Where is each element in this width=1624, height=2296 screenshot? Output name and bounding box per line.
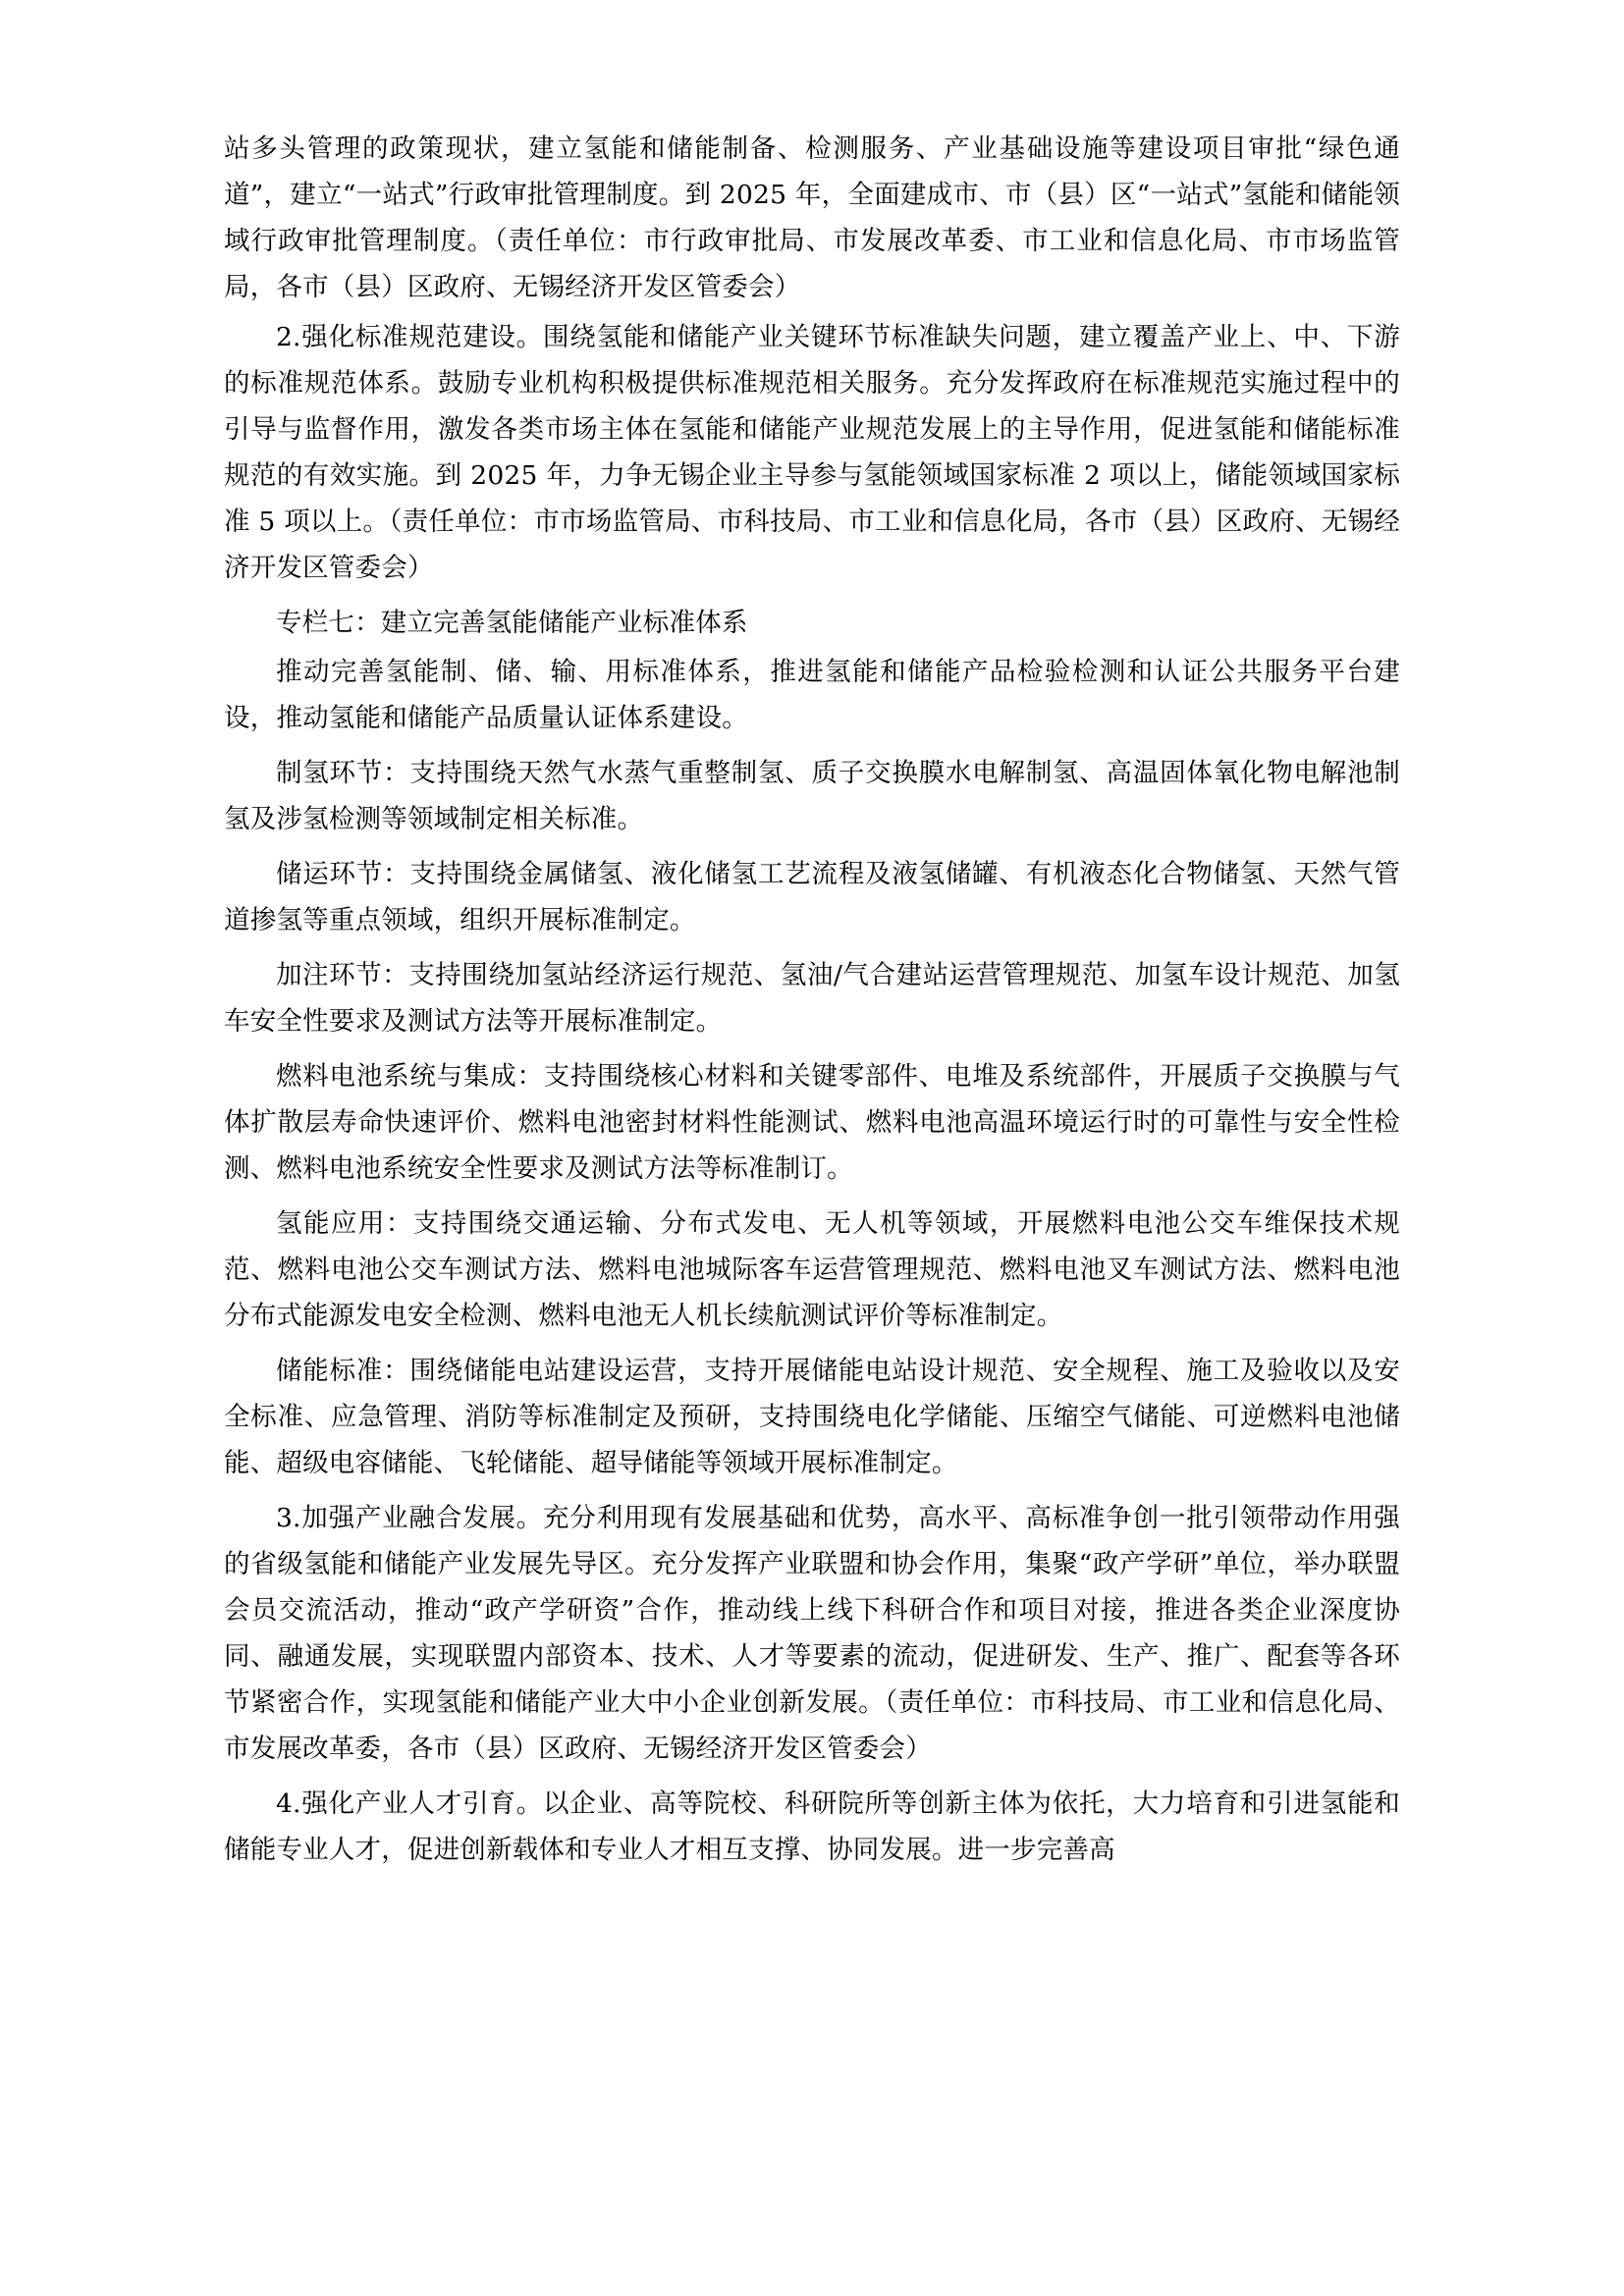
paragraph-group-policy xyxy=(224,126,1400,310)
paragraph-column7-intro: 推动完善氢能制、储、输、用标准体系，推进氢能和储能产品检验检测和认证公共服务平台建设，推动氢能和储能产品质量认证体系建设。 xyxy=(224,657,1400,733)
paragraph-hydrogen-application: 氢能应用：支持围绕交通运输、分布式发电、无人机等领域，开展燃料电池公交车维保技术规范、燃料电池公交车测试方法、燃料电池城际客车运营管理规范、燃料电池叉车测试方法、燃料电池分布式能源发电安全检测、燃料电池无人机长续航测试评价等标准制定。 xyxy=(224,1208,1400,1331)
paragraph-item4-talent: 4.强化产业人才引育。以企业、高等院校、科研院所等创新主体为依托，大力培育和引进氢能和储能专业人才，促进创新载体和专业人才相互支撑、协同发展。进一步完善高 xyxy=(224,1789,1400,1865)
document-body xyxy=(224,126,1400,1873)
paragraph-column7-title: 专栏七：建立完善氢能储能产业标准体系 xyxy=(276,608,748,638)
paragraph-hydrogen-production: 制氢环节：支持围绕天然气水蒸气重整制氢、质子交换膜水电解制氢、高温固体氧化物电解池制氢及涉氢检测等领域制定相关标准。 xyxy=(224,758,1400,834)
paragraph-fuel-cell-system: 燃料电池系统与集成：支持围绕核心材料和关键零部件、电堆及系统部件，开展质子交换膜与气体扩散层寿命快速评价、燃料电池密封材料性能测试、燃料电池高温环境运行时的可靠性与安全性检测、燃料电池系统安全性要求及测试方法等标准制订。 xyxy=(224,1061,1400,1184)
paragraph-item2-standards: 2.强化标准规范建设。围绕氢能和储能产业关键环节标准缺失问题，建立覆盖产业上、中、下游的标准规范体系。鼓励专业机构积极提供标准规范相关服务。充分发挥政府在标准规范实施过程中的引导与监督作用，激发各类市场主体在氢能和储能产业规范发展上的主导作用，促进氢能和储能标准规范的有效实施。到 2025 年，力争无锡企业主导参与氢能领域国家标准 2 项以上，储能领域国家标准 5 项以上。（责任单位：市市场监管局、市科技局、市工业和信息化局，各市（县）区政府、无锡经济开发区管委会） xyxy=(224,322,1400,583)
paragraph-storage-standards: 储能标准：围绕储能电站建设运营，支持开展储能电站设计规范、安全规程、施工及验收以及安全标准、应急管理、消防等标准制定及预研，支持围绕电化学储能、压缩空气储能、可逆燃料电池储能、超级电容储能、飞轮储能、超导储能等领域开展标准制定。 xyxy=(224,1356,1400,1478)
paragraph-item3-integration: 3.加强产业融合发展。充分利用现有发展基础和优势，高水平、高标准争创一批引领带动作用强的省级氢能和储能产业发展先导区。充分发挥产业联盟和协会作用，集聚“政产学研”单位，举办联盟会员交流活动，推动“政产学研资”合作，推动线上线下科研合作和项目对接，推进各类企业深度协同、融通发展，实现联盟内部资本、技术、人才等要素的流动，促进研发、生产、推广、配套等各环节紧密合作，实现氢能和储能产业大中小企业创新发展。（责任单位：市科技局、市工业和信息化局、市发展改革委，各市（县）区政府、无锡经济开发区管委会） xyxy=(224,1503,1400,1764)
paragraph-storage-transport: 储运环节：支持围绕金属储氢、液化储氢工艺流程及液氢储罐、有机液态化合物储氢、天然气管道掺氢等重点领域，组织开展标准制定。 xyxy=(224,859,1400,935)
paragraph-refueling: 加注环节：支持围绕加氢站经济运行规范、氢油/气合建站运营管理规范、加氢车设计规范、加氢车安全性要求及测试方法等开展标准制定。 xyxy=(224,960,1400,1037)
paragraph-approval-channel: 站多头管理的政策现状，建立氢能和储能制备、检测服务、产业基础设施等建设项目审批“绿色通道”，建立“一站式”行政审批管理制度。到 2025 年，全面建成市、市（县）区“一站式”氢能和储能领域行政审批管理制度。（责任单位：市行政审批局、市发展改革委、市工业和信息化局、市市场监管局，各市（县）区政府、无锡经济开发区管委会） xyxy=(224,133,1400,302)
